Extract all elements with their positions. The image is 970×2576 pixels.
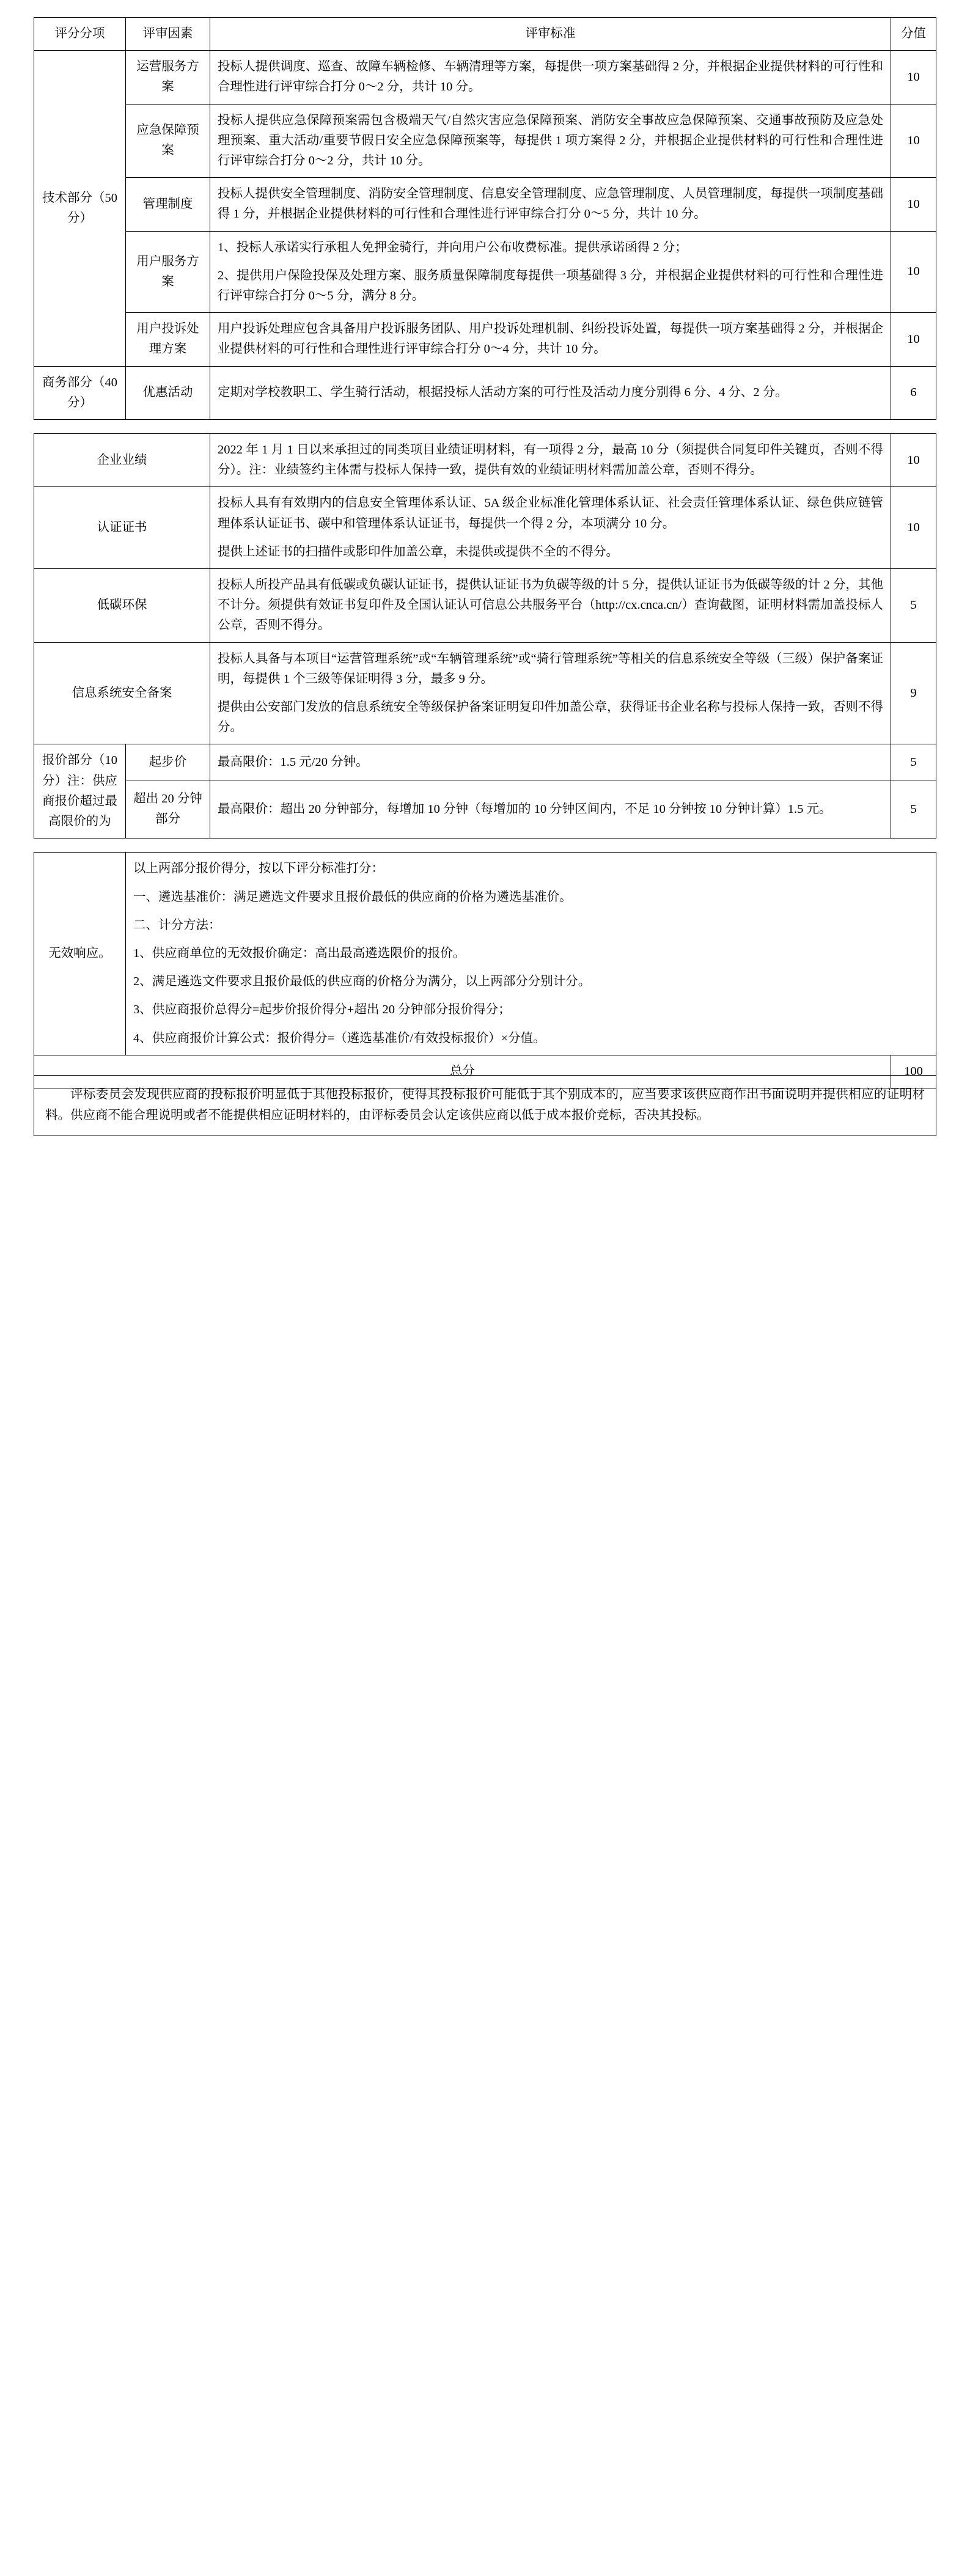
scoring-table-part1 (34, 17, 936, 420)
score-cell: 10 (891, 104, 936, 178)
criteria-cell (210, 178, 891, 231)
factor-info-system-security-filing: 信息系统安全备案 (34, 642, 210, 744)
scoring-table-part2 (34, 433, 936, 838)
header-factor: 评审因素 (126, 18, 210, 51)
table-row (34, 642, 936, 744)
score-cell: 5 (891, 744, 936, 780)
factor-management-system: 管理制度 (126, 178, 210, 231)
criteria-paragraph: 投标人具有有效期内的信息安全管理体系认证、5A 级企业标准化管理体系认证、社会责任管理体系认证、绿色供应链管理体系认证证书、碳中和管理体系认证证书，每提供一个得 2 分，本项满分 10 分。 (218, 496, 883, 530)
criteria-cell (210, 642, 891, 744)
table-row (34, 487, 936, 569)
category-price: 报价部分（10 分）注：供应商报价超过最高限价的为 (34, 744, 126, 838)
table-row (34, 231, 936, 313)
criteria-paragraph: 2、提供用户保险投保及处理方案、服务质量保障制度每提供一项基础得 3 分，并根据企业提供材料的可行性和合理性进行评审综合打分 0～5 分，满分 8 分。 (218, 268, 883, 303)
factor-low-carbon: 低碳环保 (34, 569, 210, 643)
criteria-paragraph: 1、投标人承诺实行承租人免押金骑行，并向用户公布收费标准。提供承诺函得 2 分； (218, 240, 688, 254)
criteria-cell (210, 780, 891, 838)
table-row (34, 780, 936, 838)
criteria-paragraph: 投标人提供调度、巡查、故障车辆检修、车辆清理等方案，每提供一项方案基础得 2 分，并根据企业提供材料的可行性和合理性进行评审综合打分 0～2 分，共计 10 分。 (218, 60, 883, 94)
table-row (34, 313, 936, 366)
factor-complaint-plan: 用户投诉处理方案 (126, 313, 210, 366)
factor-emergency-plan: 应急保障预案 (126, 104, 210, 178)
score-cell: 6 (891, 366, 936, 419)
criteria-paragraph: 一、遴选基准价：满足遴选文件要求且报价最低的供应商的价格为遴选基准价。 (133, 890, 572, 904)
header-score: 分值 (891, 18, 936, 51)
criteria-paragraph: 4、供应商报价计算公式：报价得分=（遴选基准价/有效投标报价）×分值。 (133, 1031, 546, 1045)
criteria-paragraph: 2、满足遴选文件要求且报价最低的供应商的价格分为满分，以上两部分分别计分。 (133, 975, 591, 989)
criteria-paragraph: 以上两部分报价得分，按以下评分标准打分： (133, 862, 384, 876)
category-commercial: 商务部分（40 分） (34, 366, 126, 419)
score-cell: 10 (891, 231, 936, 313)
criteria-cell (126, 853, 936, 1055)
table-row (34, 51, 936, 104)
footer-note-text: 评标委员会发现供应商的投标报价明显低于其他投标报价，使得其投标报价可能低于其个别成本的，应当要求该供应商作出书面说明并提供相应的证明材料。供应商不能合理说明或者不能提供相应证明材料的，由评标委员会认定该供应商以低于成本报价竞标，否决其投标。 (45, 1087, 925, 1122)
table-row (34, 366, 936, 419)
criteria-cell (210, 744, 891, 780)
criteria-paragraph: 3、供应商报价总得分=起步价报价得分+超出 20 分钟部分报价得分； (133, 1003, 511, 1017)
score-cell: 10 (891, 487, 936, 569)
criteria-paragraph: 用户投诉处理应包含具备用户投诉服务团队、用户投诉处理机制、纠纷投诉处置，每提供一项方案基础得 2 分，并根据企业提供材料的可行性和合理性进行评审综合打分 0～4 分，共计 10 分。 (218, 322, 883, 356)
factor-promotion-activity: 优惠活动 (126, 366, 210, 419)
table-row (34, 104, 936, 178)
criteria-cell (210, 313, 891, 366)
header-category: 评分分项 (34, 18, 126, 51)
total-label: 总分 (34, 1055, 891, 1088)
criteria-cell (210, 487, 891, 569)
criteria-paragraph: 最高限价：1.5 元/20 分钟。 (218, 755, 369, 769)
score-cell: 10 (891, 51, 936, 104)
table-row (34, 178, 936, 231)
score-cell: 10 (891, 178, 936, 231)
table-row (34, 569, 936, 643)
score-cell: 5 (891, 780, 936, 838)
factor-user-service-plan: 用户服务方案 (126, 231, 210, 313)
header-criteria: 评审标准 (210, 18, 891, 51)
criteria-paragraph: 1、供应商单位的无效报价确定：高出最高遴选限价的报价。 (133, 946, 466, 960)
criteria-paragraph: 投标人提供应急保障预案需包含极端天气/自然灾害应急保障预案、消防安全事故应急保障预案、交通事故预防及应急处理预案、重大活动/重要节假日安全应急保障预案等，每提供 1 项方案得 2 分，并根据企业提供材料的可行性和合理性进行评审综合打分 0～2 分，共计 10 分。 (218, 113, 883, 168)
criteria-cell (210, 569, 891, 643)
criteria-cell (210, 51, 891, 104)
criteria-paragraph: 二、计分方法： (133, 918, 221, 932)
table-header-row (34, 18, 936, 51)
criteria-cell (210, 231, 891, 313)
criteria-cell (210, 104, 891, 178)
category-invalid-response: 无效响应。 (34, 853, 126, 1055)
table-row (34, 853, 936, 1055)
criteria-paragraph: 投标人具备与本项目“运营管理系统”或“车辆管理系统”或“骑行管理系统”等相关的信息系统安全等级（三级）保护备案证明，每提供 1 个三级等保证明得 3 分，最多 9 分。 (218, 651, 883, 686)
score-cell: 10 (891, 313, 936, 366)
criteria-cell (210, 434, 891, 487)
category-technical: 技术部分（50 分） (34, 51, 126, 366)
criteria-paragraph: 最高限价：超出 20 分钟部分，每增加 10 分钟（每增加的 10 分钟区间内，不足 10 分钟按 10 分钟计算）1.5 元。 (218, 802, 832, 816)
score-cell: 10 (891, 434, 936, 487)
table-row (34, 434, 936, 487)
criteria-paragraph: 2022 年 1 月 1 日以来承担过的同类项目业绩证明材料，有一项得 2 分，最高 10 分（须提供合同复印件关键页，否则不得分）。注：业绩签约主体需与投标人保持一致，提供有效的业绩证明材料需加盖公章，否则不得分。 (218, 443, 883, 477)
factor-starting-price: 起步价 (126, 744, 210, 780)
criteria-paragraph: 定期对学校教职工、学生骑行活动，根据投标人活动方案的可行性及活动力度分别得 6 分、4 分、2 分。 (218, 386, 788, 400)
criteria-paragraph: 提供上述证书的扫描件或影印件加盖公章，未提供或提供不全的不得分。 (218, 545, 619, 559)
total-value: 100 (891, 1055, 936, 1088)
factor-enterprise-performance: 企业业绩 (34, 434, 210, 487)
factor-operation-service-plan: 运营服务方案 (126, 51, 210, 104)
score-cell: 5 (891, 569, 936, 643)
criteria-paragraph: 提供由公安部门发放的信息系统安全等级保护备案证明复印件加盖公章，获得证书企业名称与投标人保持一致，否则不得分。 (218, 700, 883, 735)
criteria-cell (210, 366, 891, 419)
footer-note (34, 1075, 936, 1136)
table-row (34, 744, 936, 780)
score-cell: 9 (891, 642, 936, 744)
scoring-table-part3 (34, 852, 936, 1088)
document-page (0, 0, 970, 1154)
factor-certifications: 认证证书 (34, 487, 210, 569)
criteria-paragraph: 投标人提供安全管理制度、消防安全管理制度、信息安全管理制度、应急管理制度、人员管理制度，每提供一项制度基础得 1 分，并根据企业提供材料的可行性和合理性进行评审综合打分 0～5 分，共计 10 分。 (218, 187, 883, 221)
criteria-paragraph: 投标人所投产品具有低碳或负碳认证证书，提供认证证书为负碳等级的计 5 分，提供认证证书为低碳等级的计 2 分，其他不计分。须提供有效证书复印件及全国认证认可信息公共服务平台（http://cx.cnca.cn/）查询截图，证明材料需加盖投标人公章，否则不得分。 (218, 578, 883, 633)
factor-over-20min: 超出 20 分钟部分 (126, 780, 210, 838)
